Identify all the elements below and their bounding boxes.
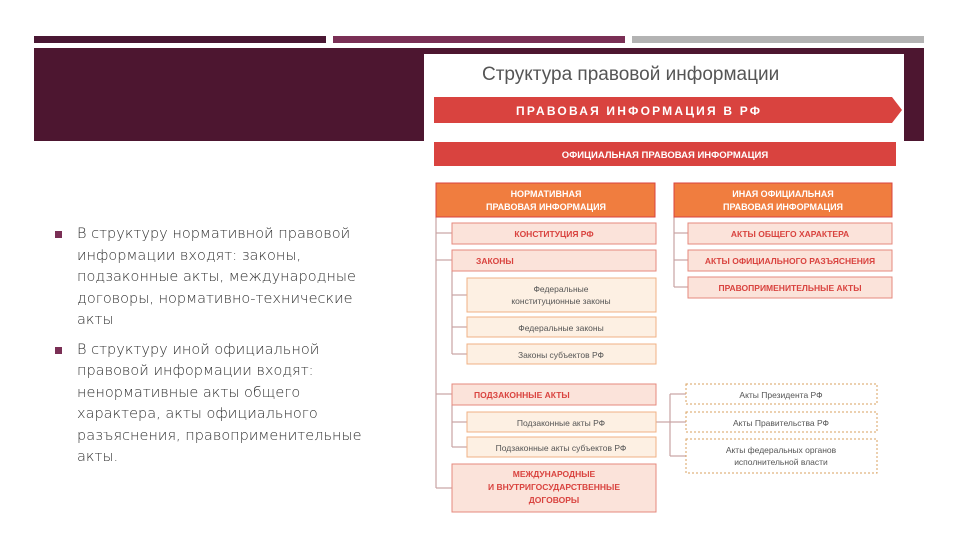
top-accent-bar-1 [34,36,326,43]
international-label-line2: И ВНУТРИГОСУДАРСТВЕННЫЕ [487,482,621,492]
government-acts-label: Акты Правительства РФ [733,418,829,428]
bylaws-subjects-label: Подзаконные акты субъектов РФ [495,443,627,453]
bullet-item-other [55,340,375,469]
official-info-label: ОФИЦИАЛЬНАЯ ПРАВОВАЯ ИНФОРМАЦИЯ [561,150,769,161]
federal-bodies-line2: исполнительной власти [734,457,828,467]
general-acts-label: АКТЫ ОБЩЕГО ХАРАКТЕРА [730,229,850,239]
international-label-line3: ДОГОВОРЫ [528,495,580,505]
law-enforcement-label: ПРАВОПРИМЕНИТЕЛЬНЫЕ АКТЫ [718,283,862,293]
top-accent-bar-3 [632,36,924,43]
federal-constitutional-laws-line1: Федеральные [533,284,589,294]
normative-label-line1: НОРМАТИВНАЯ [510,189,582,199]
legal-information-structure-diagram [424,54,904,516]
square-bullet-icon [55,347,62,354]
constitution-label: КОНСТИТУЦИЯ РФ [514,229,594,239]
official-explanation-label: АКТЫ ОФИЦИАЛЬНОГО РАЗЪЯСНЕНИЯ [704,256,876,266]
president-acts-label: Акты Президента РФ [739,390,823,400]
normative-label-line2: ПРАВОВАЯ ИНФОРМАЦИЯ [485,202,607,212]
bullet-text: В структуру иной официальной правовой информации входят: ненормативные акты общего характера, акты официального разъяснения, правоприменительные акты. [77,341,362,465]
federal-bodies-line1: Акты федеральных органов [725,445,837,455]
subject-laws-label: Законы субъектов РФ [517,350,605,360]
other-official-label-line1: ИНАЯ ОФИЦИАЛЬНАЯ [732,189,834,199]
bullet-list [55,224,375,477]
diagram-title: Структура правовой информации [482,64,780,85]
federal-constitutional-laws-line2: конституционные законы [511,296,611,306]
federal-laws-label: Федеральные законы [518,323,604,333]
bylaws-rf-label: Подзаконные акты РФ [516,418,606,428]
laws-label: ЗАКОНЫ [476,256,514,266]
bullet-text: В структуру нормативной правовой информации входят: законы, подзаконные акты, международные договоры, нормативно-технические акты [77,226,356,328]
diagram-canvas [424,54,904,516]
other-official-label-line2: ПРАВОВАЯ ИНФОРМАЦИЯ [722,202,844,212]
bylaws-label: ПОДЗАКОННЫЕ АКТЫ [474,390,570,400]
international-label-line1: МЕЖДУНАРОДНЫЕ [512,469,596,479]
top-accent-bar-2 [333,36,625,43]
bullet-item-normative [55,224,375,332]
root-label: ПРАВОВАЯ ИНФОРМАЦИЯ В РФ [516,104,763,118]
square-bullet-icon [55,231,62,238]
